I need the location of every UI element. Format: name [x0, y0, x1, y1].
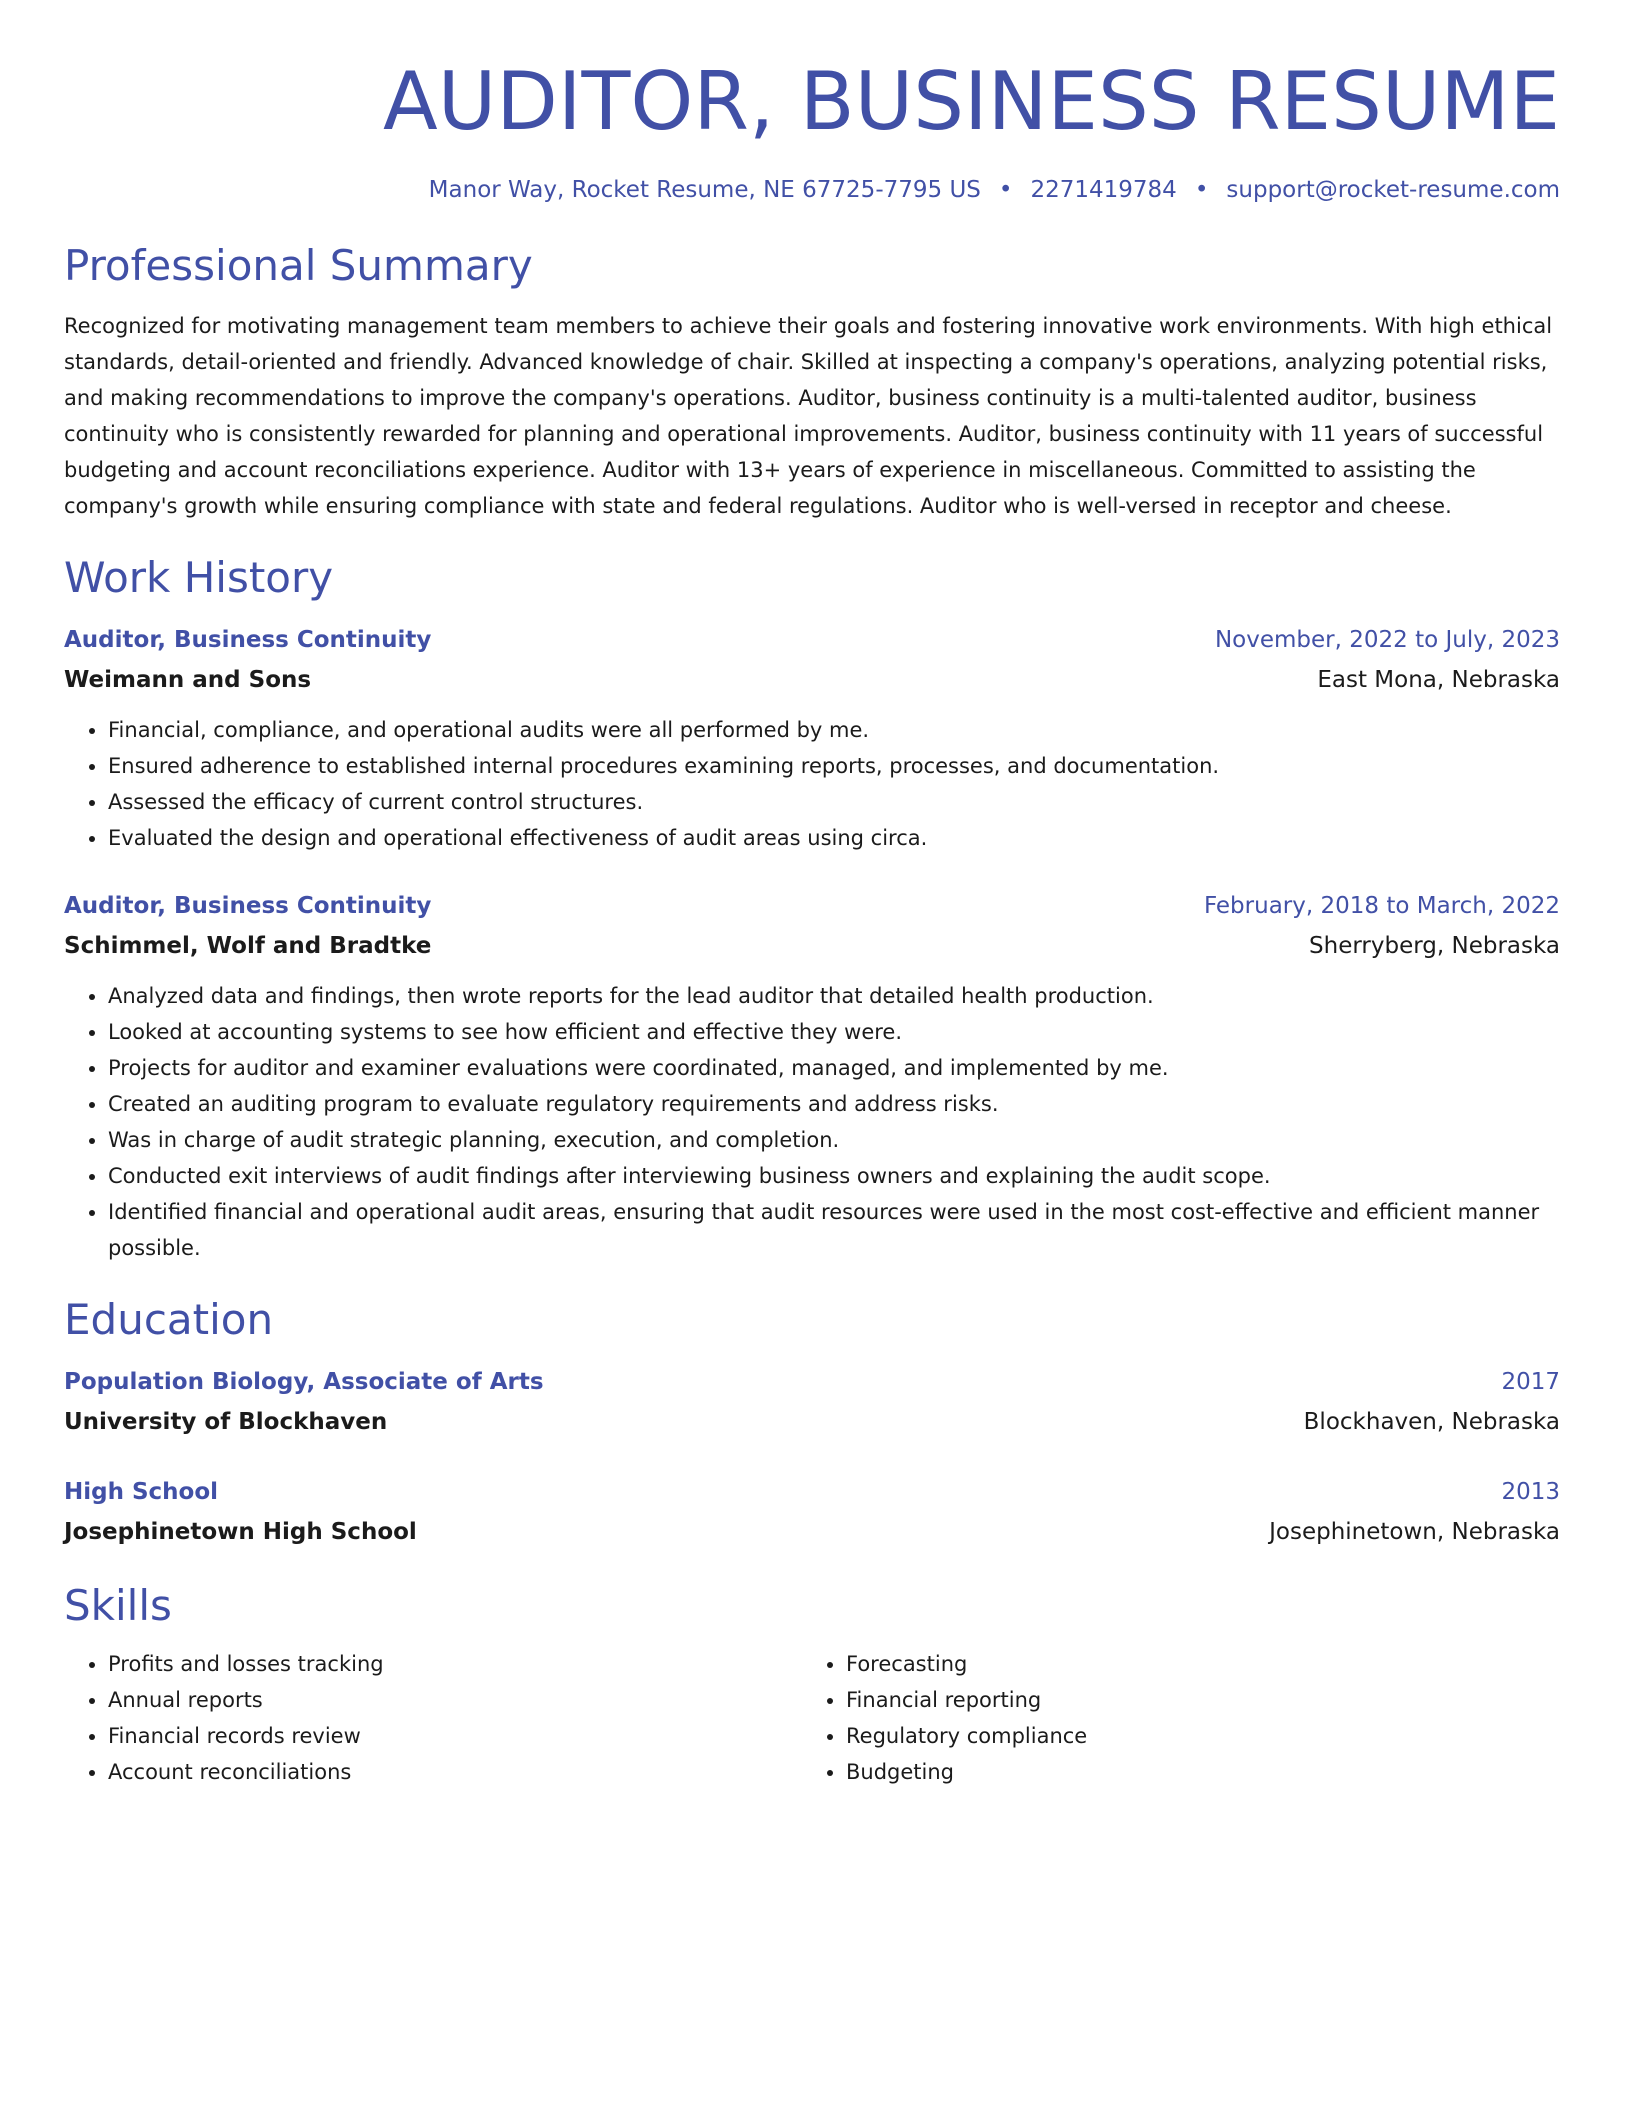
skills-column-left — [64, 1646, 802, 1790]
resume-page — [64, 52, 1560, 1790]
job-location: Sherryberg, Nebraska — [1309, 933, 1560, 959]
education-degree: High School — [64, 1479, 219, 1505]
contact-email: support@rocket-resume.com — [1226, 177, 1560, 203]
job-dates: November, 2022 to July, 2023 — [1214, 627, 1560, 653]
skill-item: • Regulatory compliance — [846, 1718, 1540, 1754]
job-entry — [64, 886, 1560, 1266]
job-bullet: • Financial, compliance, and operational audits were all performed by me. — [108, 712, 1560, 748]
job-bullet: • Projects for auditor and examiner evaluations were coordinated, managed, and implemented by me. — [108, 1050, 1560, 1086]
education-degree: Population Biology, Associate of Arts — [64, 1369, 544, 1395]
skill-item: • Financial reporting — [846, 1682, 1540, 1718]
skill-item: • Forecasting — [846, 1646, 1540, 1682]
education-school-row — [64, 1402, 1560, 1442]
skill-item: • Profits and losses tracking — [108, 1646, 802, 1682]
job-bullets — [64, 978, 1560, 1266]
education-entry — [64, 1472, 1560, 1552]
education-year: 2013 — [1501, 1479, 1560, 1505]
job-company: Schimmel, Wolf and Bradtke — [64, 933, 432, 959]
skill-item: • Account reconciliations — [108, 1754, 802, 1790]
job-role: Auditor, Business Continuity — [64, 627, 432, 653]
education-school: University of Blockhaven — [64, 1409, 388, 1435]
summary-heading: Professional Summary — [64, 241, 533, 290]
job-bullets — [64, 712, 1560, 856]
skill-item: • Financial records review — [108, 1718, 802, 1754]
resume-header — [64, 52, 1560, 206]
skill-item: • Annual reports — [108, 1682, 802, 1718]
job-org-row — [64, 660, 1560, 700]
work-history-heading: Work History — [64, 553, 334, 602]
job-bullet: • Assessed the efficacy of current control structures. — [108, 784, 1560, 820]
contact-separator: • — [998, 177, 1013, 203]
job-role: Auditor, Business Continuity — [64, 893, 432, 919]
job-entry — [64, 620, 1560, 856]
education-location: Josephinetown, Nebraska — [1269, 1519, 1560, 1545]
job-dates: February, 2018 to March, 2022 — [1203, 893, 1560, 919]
education-heading: Education — [64, 1295, 274, 1344]
contact-address: Manor Way, Rocket Resume, NE 67725-7795 US — [428, 177, 981, 203]
skill-item: • Budgeting — [846, 1754, 1540, 1790]
job-bullet: • Ensured adherence to established internal procedures examining reports, processes, and documentation. — [108, 748, 1560, 784]
skills-heading: Skills — [64, 1581, 172, 1630]
skills-list — [64, 1646, 1560, 1790]
skills-column-right — [802, 1646, 1540, 1790]
education-header-row — [64, 1362, 1560, 1402]
job-location: East Mona, Nebraska — [1317, 667, 1560, 693]
resume-title: AUDITOR, BUSINESS RESUME — [383, 55, 1560, 148]
job-header-row — [64, 620, 1560, 660]
education-entry — [64, 1362, 1560, 1442]
education-location: Blockhaven, Nebraska — [1303, 1409, 1560, 1435]
job-header-row — [64, 886, 1560, 926]
contact-phone: 2271419784 — [1030, 177, 1177, 203]
job-company: Weimann and Sons — [64, 667, 312, 693]
job-bullet: • Created an auditing program to evaluate regulatory requirements and address risks. — [108, 1086, 1560, 1122]
job-bullet: • Conducted exit interviews of audit findings after interviewing business owners and explaining the audit scope. — [108, 1158, 1560, 1194]
contact-separator: • — [1194, 177, 1209, 203]
education-year: 2017 — [1501, 1369, 1560, 1395]
job-bullet: • Evaluated the design and operational effectiveness of audit areas using circa. — [108, 820, 1560, 856]
job-bullet: • Looked at accounting systems to see how efficient and effective they were. — [108, 1014, 1560, 1050]
job-bullet: • Identified financial and operational audit areas, ensuring that audit resources were used in the most cost-effective and efficient manner possible. — [108, 1194, 1560, 1266]
education-school-row — [64, 1512, 1560, 1552]
summary-text: Recognized for motivating management team members to achieve their goals and fostering innovative work environments. With high ethical standards, detail-oriented and friendly. Advanced knowledge of chair. Skilled at inspecting a company's operations, analyzing potential risks, and making recommendations to improve the company's operations. Auditor, business continuity is a multi-talented auditor, business continuity who is consistently rewarded for planning and operational improvements. Auditor, business continuity with 11 years of successful budgeting and account reconciliations experience. Auditor with 13+ years of experience in miscellaneous. Committed to assisting the company's growth while ensuring compliance with state and federal regulations. Auditor who is well-versed in receptor and cheese. — [64, 314, 1553, 518]
job-org-row — [64, 926, 1560, 966]
education-school: Josephinetown High School — [64, 1519, 417, 1545]
job-bullet: • Analyzed data and findings, then wrote reports for the lead auditor that detailed health production. — [108, 978, 1560, 1014]
job-bullet: • Was in charge of audit strategic planning, execution, and completion. — [108, 1122, 1560, 1158]
education-header-row — [64, 1472, 1560, 1512]
contact-line — [64, 174, 1560, 206]
